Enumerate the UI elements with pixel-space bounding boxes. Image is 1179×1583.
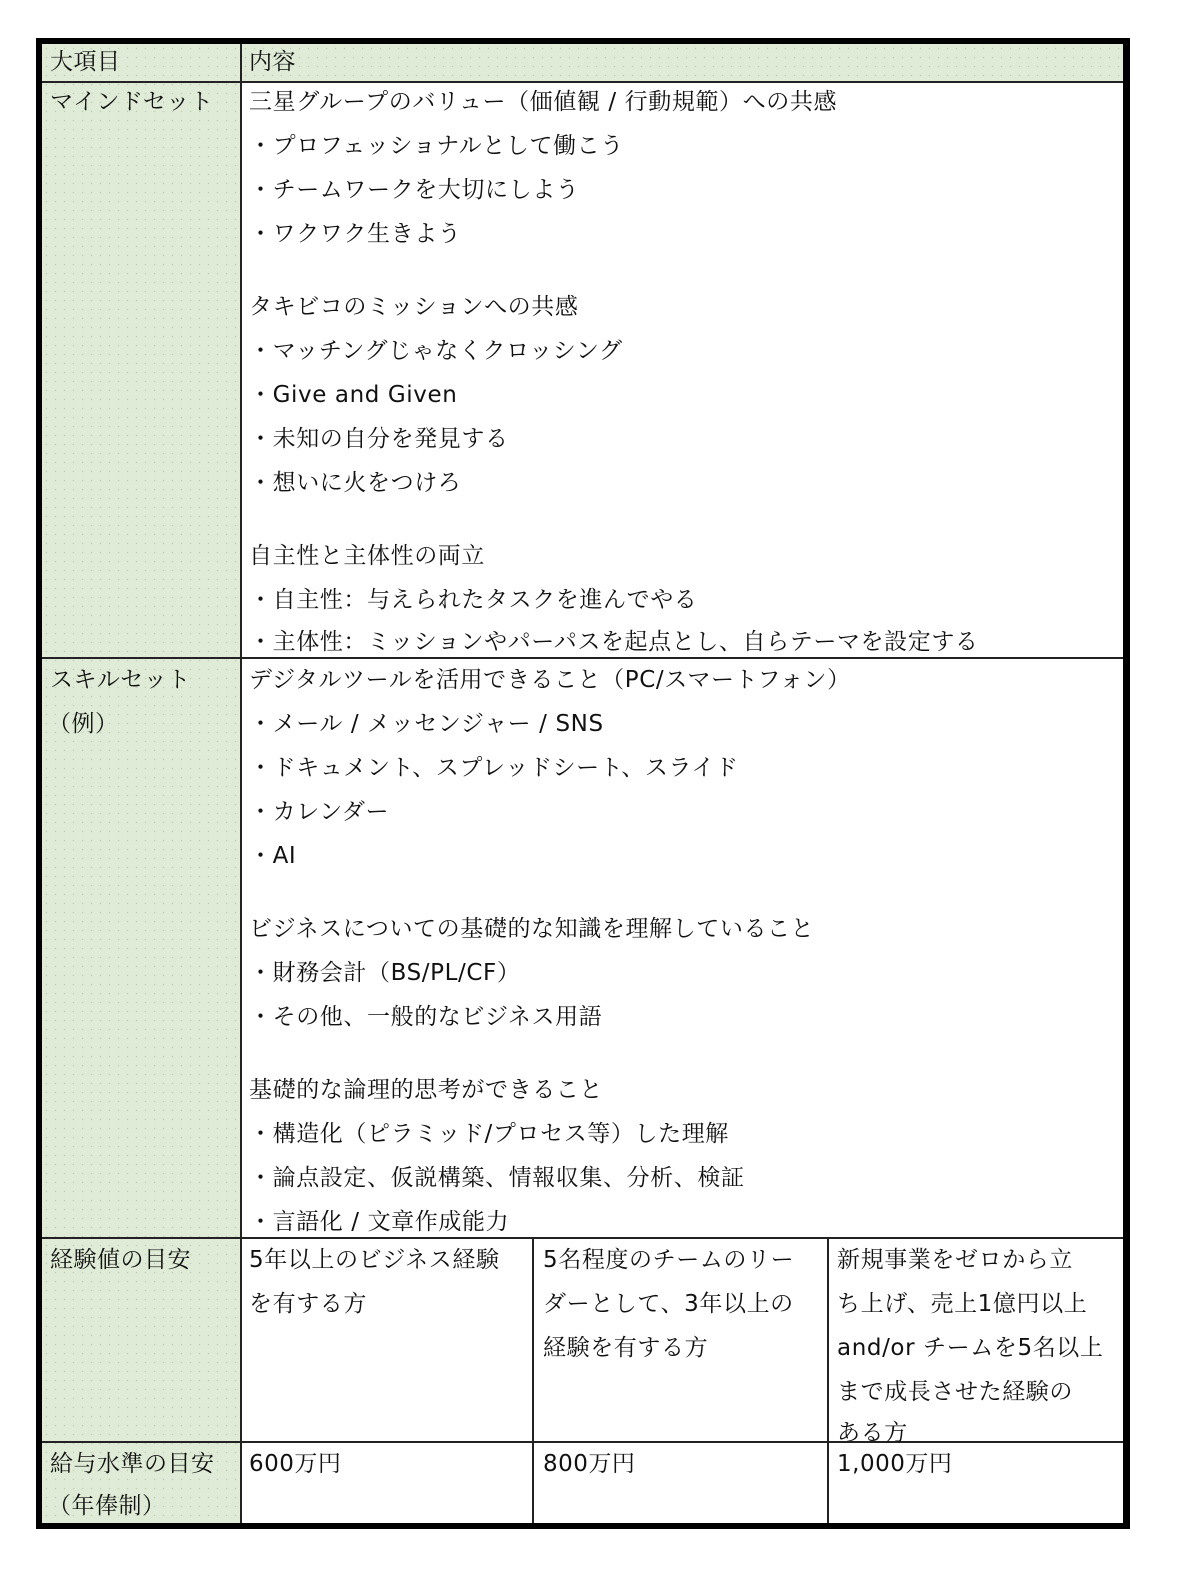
row-label-skillset-note: （例） <box>48 711 119 737</box>
salary-level-3: 1,000万円 <box>837 1451 953 1477</box>
col-divider-main <box>240 44 242 1523</box>
salary-level-1: 600万円 <box>249 1451 342 1477</box>
mindset-item: ・Give and Given <box>249 382 458 408</box>
mindset-item: ・想いに火をつけろ <box>249 470 462 496</box>
experience-level-3 <box>837 1238 1104 1452</box>
row-label-mindset: マインドセット <box>50 89 214 115</box>
mindset-item: ・ワクワク生きよう <box>249 221 462 247</box>
mindset-group-title: 三星グループのバリュー（価値観 / 行動規範）への共感 <box>249 89 838 115</box>
experience-text: and/or チームを5名以上 <box>837 1335 1104 1361</box>
row-label-experience: 経験値の目安 <box>50 1247 191 1273</box>
skillset-group-title: ビジネスについての基礎的な知識を理解していること <box>249 916 815 942</box>
experience-text: ダーとして、3年以上の <box>543 1291 794 1317</box>
mindset-item: ・自主性：与えられたタスクを進んでやる <box>249 587 698 613</box>
header-row-bg <box>241 44 1123 82</box>
salary-level-2: 800万円 <box>543 1451 636 1477</box>
skillset-item: ・AI <box>249 843 297 869</box>
requirements-table <box>36 38 1130 1529</box>
experience-level-1 <box>249 1238 500 1326</box>
experience-text: 経験を有する方 <box>543 1335 709 1361</box>
skillset-group-title: 基礎的な論理的思考ができること <box>249 1077 603 1103</box>
skillset-content <box>249 658 851 1244</box>
skillset-item: ・メール / メッセンジャー / SNS <box>249 711 604 737</box>
experience-text: まで成長させた経験の <box>837 1379 1073 1405</box>
skillset-item: ・ドキュメント、スプレッドシート、スライド <box>249 755 739 781</box>
mindset-group-title: タキビコのミッションへの共感 <box>249 294 579 320</box>
col-divider-level-1 <box>532 1238 534 1523</box>
mindset-item: ・未知の自分を発見する <box>249 426 509 452</box>
header-content: 内容 <box>249 49 296 75</box>
label-column-bg <box>42 44 241 1523</box>
mindset-content <box>249 80 979 662</box>
header-major-item: 大項目 <box>50 49 121 75</box>
experience-level-2 <box>543 1238 794 1370</box>
experience-text: 新規事業をゼロから立 <box>837 1247 1073 1273</box>
skillset-item: ・カレンダー <box>249 799 390 825</box>
skillset-item: ・その他、一般的なビジネス用語 <box>249 1004 603 1030</box>
experience-text: ち上げ、売上1億円以上 <box>837 1291 1088 1317</box>
mindset-group-title: 自主性と主体性の両立 <box>249 543 485 569</box>
mindset-item: ・プロフェッショナルとして働こう <box>249 133 624 159</box>
mindset-item: ・チームワークを大切にしよう <box>249 177 580 203</box>
skillset-group-title: デジタルツールを活用できること（PC/スマートフォン） <box>249 667 851 693</box>
row-label-salary: 給与水準の目安 <box>50 1451 215 1477</box>
mindset-item: ・マッチングじゃなくクロッシング <box>249 338 623 364</box>
skillset-item: ・論点設定、仮説構築、情報収集、分析、検証 <box>249 1165 745 1191</box>
mindset-item: ・主体性：ミッションやパーパスを起点とし、自らテーマを設定する <box>249 629 979 655</box>
row-label-salary-note: （年俸制） <box>48 1493 166 1519</box>
experience-text: ある方 <box>837 1420 908 1446</box>
row-label-skillset: スキルセット <box>50 667 191 693</box>
experience-text: を有する方 <box>249 1291 367 1317</box>
skillset-item: ・財務会計（BS/PL/CF） <box>249 960 521 986</box>
skillset-item: ・構造化（ピラミッド/プロセス等）した理解 <box>249 1121 729 1147</box>
experience-text: 5名程度のチームのリー <box>543 1247 795 1273</box>
col-divider-level-2 <box>827 1238 829 1523</box>
experience-text: 5年以上のビジネス経験 <box>249 1247 500 1273</box>
skillset-item: ・言語化 / 文章作成能力 <box>249 1209 510 1235</box>
